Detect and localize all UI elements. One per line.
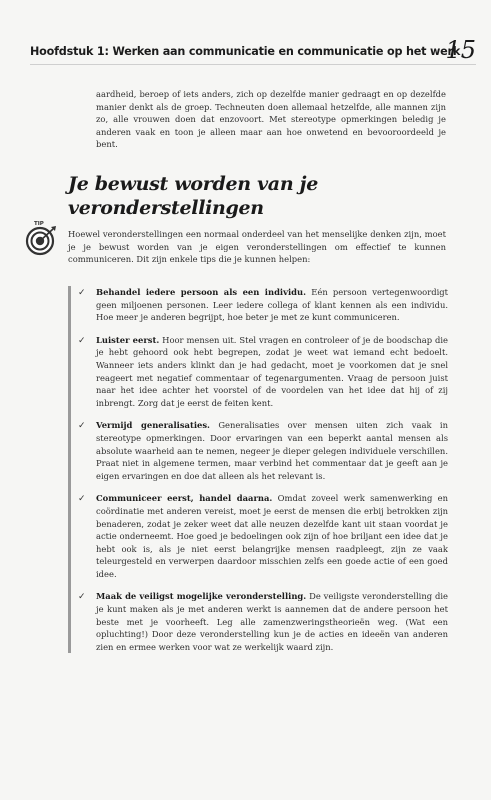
tip-term: Behandel iedere persoon als een individu.: [96, 287, 307, 297]
checkmark-icon: ✓: [78, 592, 86, 603]
tip-bar: [68, 286, 71, 324]
tip-term: Maak de veiligst mogelijke veronderstelling.: [96, 591, 307, 602]
intro-paragraph: aardheid, beroep of iets anders, zich op dezelfde manier gedraagt en op dezelfde manier denkt als de groep. Techneuten doen allemaal hetzelfde, alle mannen zijn zo, alle vrouwen doen dat enzovoort. Met stereotype opmerkingen beledig je anderen vaak en toon je alleen maar aan hoe onwetend en bevooroordeeld je bent.: [96, 89, 446, 150]
tip-bar: [68, 492, 71, 580]
tips-list: [68, 286, 448, 653]
tip-bar: [68, 334, 71, 410]
tip-item: [68, 492, 448, 580]
tip-text: Eén persoon vertegenwoordigt geen miljoenen personen. Leer iedere collega of klant kennen als een individu. Hoe meer je anderen begrijpt, hoe beter je met ze kunt communiceren.: [96, 287, 448, 323]
target-icon: [20, 217, 60, 257]
section-heading: Je bewust worden van je veronderstellingen: [68, 173, 319, 219]
tip-term: Vermijd generalisaties.: [96, 420, 210, 431]
tip-spacer: [68, 409, 448, 419]
tip-bar: [68, 590, 71, 653]
checkmark-icon: ✓: [78, 421, 86, 432]
checkmark-icon: ✓: [78, 335, 86, 346]
tip-label: TIP: [34, 221, 44, 227]
tip-term: Luister eerst.: [96, 334, 160, 345]
tip-item: [68, 419, 448, 482]
checkmark-icon: ✓: [78, 288, 86, 298]
tip-item: [68, 590, 448, 653]
tip-spacer: [68, 324, 448, 334]
section-paragraph: Hoewel veronderstellingen een normaal onderdeel van het menselijke denken zijn, moet je je bewust worden van je eigen veronderstellingen om effectief te kunnen communiceren. Dit zijn enkele tips die je kunnen helpen:: [68, 229, 446, 265]
tip-text: Hoor mensen uit. Stel vragen en controleer of je de boodschap die je hebt gehoord ook hebt begrepen, zodat je weet wat iemand echt bedoelt. Wanneer iets anders klinkt dan je had gedacht, moet je voorkomen dat je snel reageert met negatief commentaar of tegenargumenten. Vraag de persoon juist naar het idee achter het voorstel of de voordelen van het idee dat hij of zij inbrengt. Zorg dat je eerst de feiten kent.: [96, 334, 448, 408]
tip-spacer: [68, 482, 448, 492]
tip-text: Generalisaties over mensen uiten zich vaak in stereotype opmerkingen. Door ervaringen van een beperkt aantal mensen als absolute waarheid aan te nemen, negeer je dieper gelegen individuele verschillen. Praat niet in algemene termen, maar verbind het commentaar dat je geeft aan je eigen ervaringen en doe dat alleen als het relevant is.: [96, 420, 448, 481]
running-header: [30, 38, 476, 65]
tip-text: Omdat zoveel werk samenwerking en coördinatie met anderen vereist, moet je eerst de mensen die erbij betrokken zijn benaderen, zodat je zeker weet dat alle neuzen dezelfde kant uit staan voordat je actie onderneemt. Hoe goed je bedoelingen ook zijn of hoe briljant een idee dat je hebt ook is, als je niet eerst belangrijke mensen raadpleegt, zijn ze vaak teleurgesteld en verwerpen daardoor misschien zelfs een goede actie of een goed idee.: [96, 493, 449, 579]
tip-spacer: [68, 580, 448, 590]
tip-term: Communiceer eerst, handel daarna.: [96, 493, 273, 504]
tip-bar: [68, 419, 71, 482]
chapter-title: Hoofdstuk 1: Werken aan communicatie en communicatie op het werk: [30, 45, 461, 58]
tip-text: De veiligste veronderstelling die je kunt maken als je met anderen werkt is aannemen dat de andere persoon het beste met je voorheeft. Leg alle zamenzweringstheorieën weg. (Wat een opluchting!) Door deze veronderstelling kun je de acties en ideeën van anderen zien en ermee werken voor wat ze werkelijk waard zijn.: [96, 591, 448, 652]
page-number: 15: [445, 36, 476, 64]
tip-item: [68, 286, 448, 324]
tip-item: [68, 334, 448, 410]
checkmark-icon: ✓: [78, 494, 86, 505]
